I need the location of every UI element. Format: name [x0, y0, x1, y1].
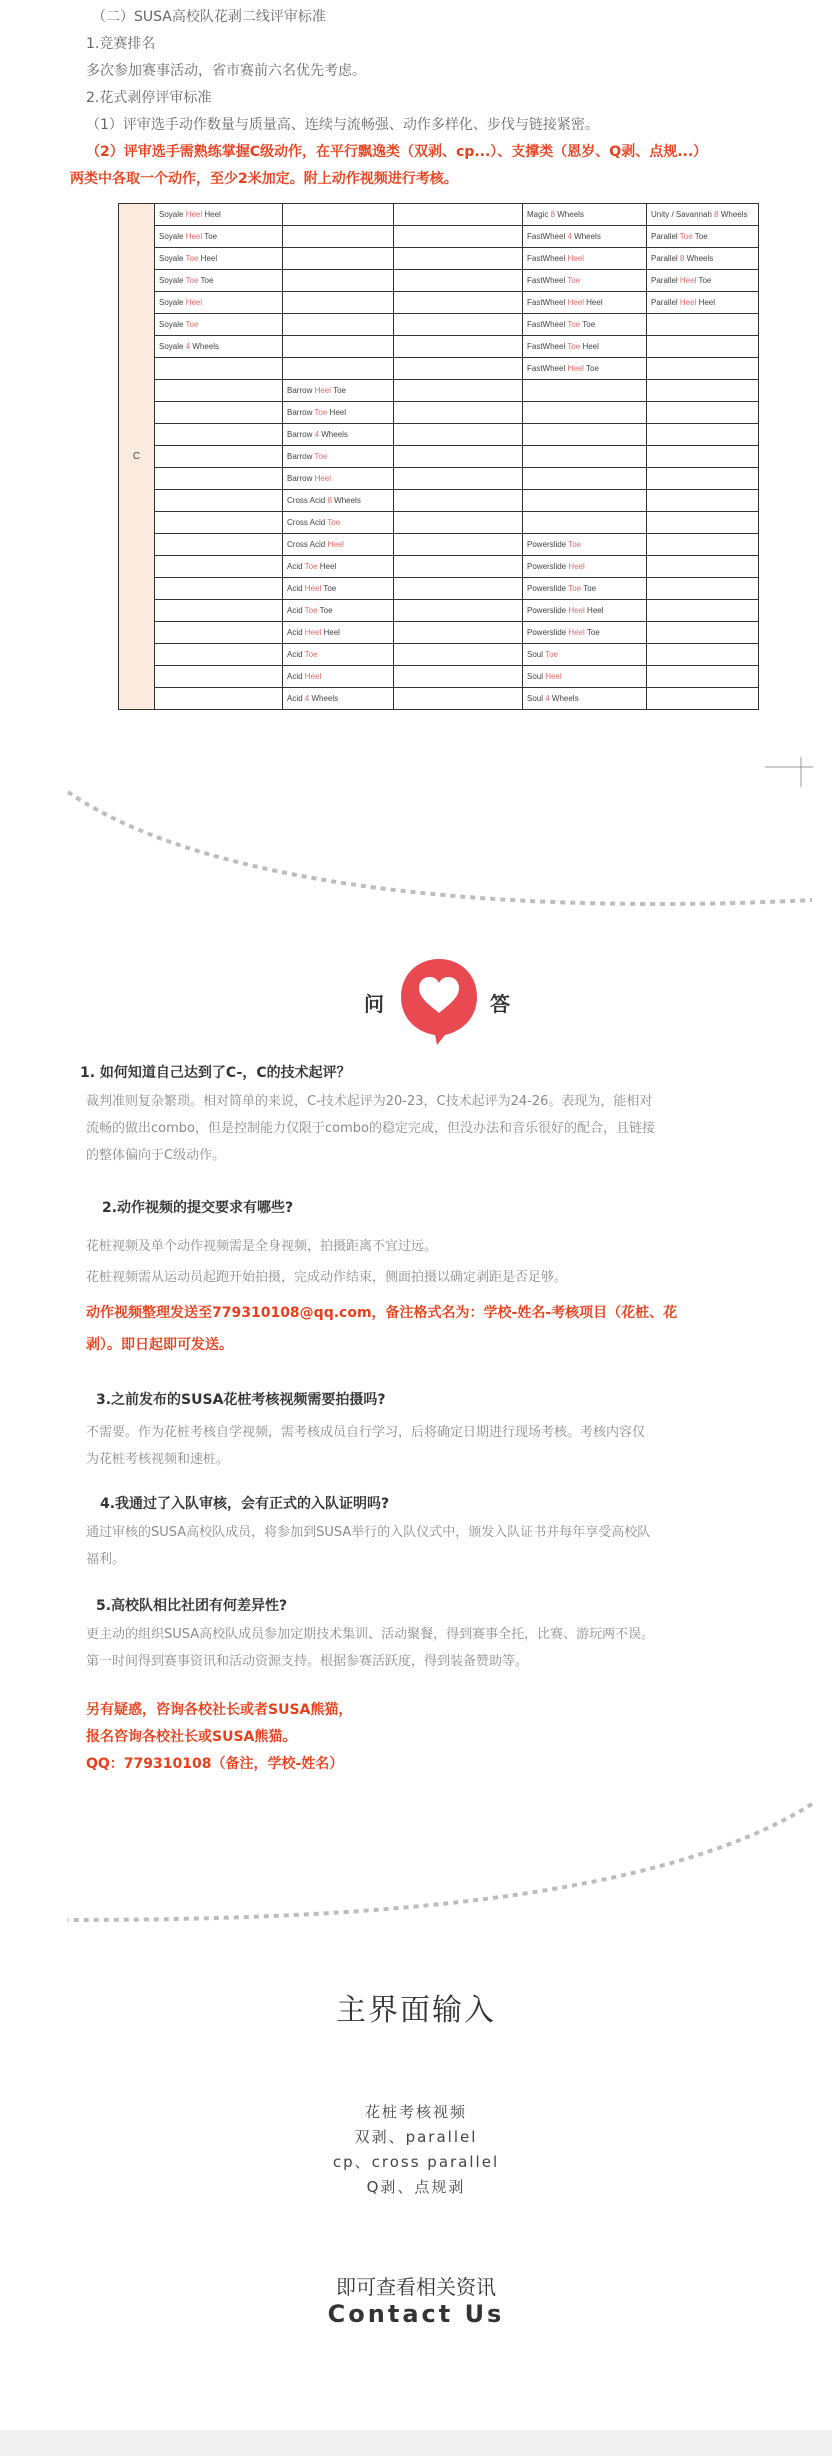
- table-cell: Acid Heel Toe: [283, 578, 394, 600]
- table-cell: Soul 4 Wheels: [523, 688, 647, 710]
- table-cell: Acid Toe Toe: [283, 600, 394, 622]
- table-row: [119, 534, 759, 556]
- table-row: [119, 424, 759, 446]
- qa-item-4: [86, 1493, 786, 1515]
- table-cell: Powerslide Heel Toe: [523, 622, 647, 644]
- table-cell: Cross Acid Toe: [283, 512, 394, 534]
- table-cell: Soul Heel: [523, 666, 647, 688]
- bottom-bar: [0, 2430, 832, 2456]
- qa-question: 4.我通过了入队审核，会有正式的入队证明吗?: [100, 1496, 390, 1512]
- table-cell: [394, 578, 523, 600]
- table-cell: [394, 314, 523, 336]
- table-cell: [155, 490, 283, 512]
- qa-item-1: [80, 1062, 786, 1084]
- dashed-separator-top: [60, 790, 820, 920]
- table-cell: [394, 556, 523, 578]
- main-menu-title: 主界面输入: [336, 1993, 496, 2028]
- table-cell: FastWheel 4 Wheels: [523, 226, 647, 248]
- qa-item-2: [86, 1197, 786, 1219]
- table-cell: [155, 666, 283, 688]
- table-row: [119, 666, 759, 688]
- table-cell: [523, 512, 647, 534]
- table-cell: [283, 204, 394, 226]
- table-cell: [155, 644, 283, 666]
- keyword-item: 花桩考核视频: [364, 2103, 467, 2121]
- table-cell: [523, 490, 647, 512]
- grade-table-container: [118, 203, 758, 717]
- table-cell: Acid 4 Wheels: [283, 688, 394, 710]
- table-cell: [394, 490, 523, 512]
- table-cell: Powerslide Toe: [523, 534, 647, 556]
- table-cell: Acid Toe Heel: [283, 556, 394, 578]
- table-cell: [394, 644, 523, 666]
- table-cell: Barrow Heel: [283, 468, 394, 490]
- table-cell: [647, 600, 759, 622]
- table-cell: [647, 424, 759, 446]
- table-cell: Soyale 4 Wheels: [155, 336, 283, 358]
- table-cell: Barrow Toe: [283, 446, 394, 468]
- table-row: [119, 380, 759, 402]
- table-cell: [647, 446, 759, 468]
- qa-header-q: 问: [364, 992, 384, 1016]
- qa-question: 3.之前发布的SUSA花桩考核视频需要拍摄吗?: [96, 1392, 386, 1408]
- table-row: [119, 512, 759, 534]
- heart-bubble-icon: [397, 955, 481, 1045]
- table-cell: [523, 424, 647, 446]
- table-row: [119, 204, 759, 226]
- table-cell: [283, 270, 394, 292]
- qa-answer-line: 第一时间得到赛事资讯和活动资源支持。根据参赛活跃度，得到装备赞助等。: [86, 1654, 529, 1669]
- table-cell: [283, 358, 394, 380]
- table-cell: [647, 622, 759, 644]
- qa-item-3: [86, 1389, 786, 1411]
- table-cell: [523, 468, 647, 490]
- table-cell: Barrow Toe Heel: [283, 402, 394, 424]
- item1-text: 多次参加赛事活动，省市赛前六名优先考虑。: [86, 63, 366, 79]
- table-cell: [647, 380, 759, 402]
- contact-note-line: 另有疑惑，咨询各校社长或者SUSA熊猫，: [86, 1702, 353, 1718]
- table-cell: [155, 688, 283, 710]
- qa-question: 2.动作视频的提交要求有哪些?: [102, 1200, 294, 1216]
- table-row: [119, 688, 759, 710]
- table-cell: Soyale Toe Toe: [155, 270, 283, 292]
- table-row: [119, 292, 759, 314]
- table-cell: [394, 292, 523, 314]
- table-cell: [647, 534, 759, 556]
- qa-answer-line: 不需要。作为花桩考核自学视频，需考核成员自行学习，后将确定日期进行现场考核。考核内容仅: [86, 1425, 646, 1440]
- table-cell: [155, 446, 283, 468]
- item1-title: 1.竞赛排名: [86, 36, 156, 52]
- table-cell: [394, 600, 523, 622]
- qa-answer-line: 的整体偏向于C级动作。: [86, 1148, 226, 1163]
- table-cell: [647, 490, 759, 512]
- table-cell: [394, 512, 523, 534]
- table-row: [119, 556, 759, 578]
- table-row: [119, 578, 759, 600]
- table-cell: [523, 380, 647, 402]
- table-cell: [647, 644, 759, 666]
- table-cell: [394, 666, 523, 688]
- table-cell: FastWheel Heel Heel: [523, 292, 647, 314]
- table-cell: Acid Heel Heel: [283, 622, 394, 644]
- table-cell: [283, 336, 394, 358]
- table-cell: Powerslide Heel Heel: [523, 600, 647, 622]
- table-row: [119, 336, 759, 358]
- qa-question: 1. 如何知道自己达到了C-，C的技术起评？: [80, 1065, 351, 1081]
- table-cell: [155, 402, 283, 424]
- table-cell: [394, 358, 523, 380]
- table-cell: Powerslide Toe Toe: [523, 578, 647, 600]
- table-cell: [283, 226, 394, 248]
- contact-subtitle: 即可查看相关资讯: [336, 2275, 496, 2299]
- table-cell: Unity / Savannah 8 Wheels: [647, 204, 759, 226]
- table-cell: Soyale Heel Toe: [155, 226, 283, 248]
- qa-answer-line: 花桩视频需从运动员起跑开始拍摄，完成动作结束，侧面拍摄以确定剥距是否足够。: [86, 1270, 568, 1285]
- crosshair-icon: [765, 757, 813, 787]
- grade-table: [118, 203, 759, 710]
- table-cell: FastWheel Toe: [523, 270, 647, 292]
- contact-notes: [86, 1697, 786, 1778]
- table-cell: [647, 578, 759, 600]
- table-cell: [394, 688, 523, 710]
- table-cell: [647, 358, 759, 380]
- item2-point2-line1: （2）评审选手需熟练掌握C级动作，在平行飘逸类（双剥、cp...）、支撑类（恩岁、Q剥、点规...）: [86, 144, 708, 160]
- table-cell: [647, 402, 759, 424]
- table-cell: [155, 534, 283, 556]
- table-cell: [394, 402, 523, 424]
- table-cell: Powerslide Heel: [523, 556, 647, 578]
- contact-note-line: QQ：779310108（备注，学校-姓名）: [86, 1756, 344, 1772]
- table-row: [119, 490, 759, 512]
- table-cell: [523, 402, 647, 424]
- table-cell: [155, 556, 283, 578]
- table-row: [119, 644, 759, 666]
- table-cell: [155, 468, 283, 490]
- qa-question: 5.高校队相比社团有何差异性?: [96, 1598, 288, 1614]
- table-cell: Soyale Toe: [155, 314, 283, 336]
- table-cell: [394, 270, 523, 292]
- qa-red-line: 剥）。即日起即可发送。: [86, 1337, 233, 1353]
- qa-header: [340, 955, 530, 1045]
- table-cell: [155, 380, 283, 402]
- table-cell: Soul Toe: [523, 644, 647, 666]
- dashed-separator-bottom: [60, 1800, 820, 1930]
- table-cell: Parallel Heel Toe: [647, 270, 759, 292]
- table-cell: Parallel Heel Heel: [647, 292, 759, 314]
- table-cell: [394, 424, 523, 446]
- table-row: [119, 600, 759, 622]
- qa-answer-line: 更主动的组织SUSA高校队成员参加定期技术集训、活动聚餐，得到赛事全托，比赛、游玩两不误。: [86, 1627, 655, 1642]
- item2-point2-line2: 两类中各取一个动作，至少2米加定。附上动作视频进行考核。: [70, 171, 458, 187]
- table-cell: [155, 600, 283, 622]
- table-row: [119, 358, 759, 380]
- table-cell: Barrow Heel Toe: [283, 380, 394, 402]
- table-cell: [394, 534, 523, 556]
- table-cell: Parallel 8 Wheels: [647, 248, 759, 270]
- keyword-item: Q剥、点规剥: [366, 2178, 466, 2196]
- table-row: [119, 248, 759, 270]
- table-cell: [647, 512, 759, 534]
- keyword-item: 双剥、parallel: [354, 2128, 478, 2146]
- table-cell: [155, 578, 283, 600]
- keyword-list: [0, 2100, 832, 2200]
- table-row: [119, 402, 759, 424]
- table-cell: Cross Acid 8 Wheels: [283, 490, 394, 512]
- table-cell: FastWheel Heel: [523, 248, 647, 270]
- table-cell: Soyale Heel Heel: [155, 204, 283, 226]
- grade-cell: C: [119, 204, 155, 710]
- table-cell: FastWheel Toe Toe: [523, 314, 647, 336]
- table-cell: Soyale Toe Heel: [155, 248, 283, 270]
- table-cell: Soyale Heel: [155, 292, 283, 314]
- table-cell: FastWheel Toe Heel: [523, 336, 647, 358]
- table-cell: [647, 688, 759, 710]
- table-cell: Magic 8 Wheels: [523, 204, 647, 226]
- table-row: [119, 446, 759, 468]
- table-row: [119, 226, 759, 248]
- table-cell: [523, 446, 647, 468]
- qa-answer-line: 福利。: [86, 1552, 126, 1567]
- qa-header-a: 答: [490, 992, 510, 1016]
- table-cell: [394, 204, 523, 226]
- keyword-item: cp、cross parallel: [332, 2153, 500, 2171]
- table-cell: [155, 622, 283, 644]
- table-cell: [155, 424, 283, 446]
- table-cell: [283, 292, 394, 314]
- table-cell: [394, 226, 523, 248]
- table-row: [119, 468, 759, 490]
- table-cell: [647, 468, 759, 490]
- table-cell: FastWheel Heel Toe: [523, 358, 647, 380]
- contact-note-line: 报名咨询各校社长或SUSA熊猫。: [86, 1729, 297, 1745]
- table-cell: [394, 446, 523, 468]
- qa-red-line: 动作视频整理发送至779310108@qq.com，备注格式名为：学校-姓名-考核项目（花桩、花: [86, 1305, 678, 1321]
- table-cell: [394, 622, 523, 644]
- qa-section: [80, 1062, 786, 1778]
- table-cell: [155, 512, 283, 534]
- item2-point1: （1）评审选手动作数量与质量高、连续与流畅强、动作多样化、步伐与链接紧密。: [86, 117, 599, 133]
- table-cell: [394, 380, 523, 402]
- item2-title: 2.花式剥停评审标准: [86, 90, 212, 106]
- table-cell: [647, 336, 759, 358]
- table-cell: [647, 666, 759, 688]
- table-cell: Cross Acid Heel: [283, 534, 394, 556]
- table-cell: Acid Toe: [283, 644, 394, 666]
- table-cell: [647, 556, 759, 578]
- standards-section: [70, 4, 786, 193]
- qa-answer-line: 花桩视频及单个动作视频需是全身视频，拍摄距离不宜过远。: [86, 1239, 438, 1254]
- table-cell: Parallel Toe Toe: [647, 226, 759, 248]
- table-cell: Acid Heel: [283, 666, 394, 688]
- table-cell: [283, 248, 394, 270]
- table-cell: [394, 468, 523, 490]
- qa-answer-line: 为花桩考核视频和速桩。: [86, 1452, 230, 1467]
- table-row: [119, 314, 759, 336]
- qa-answer-line: 流畅的做出combo，但是控制能力仅限于combo的稳定完成，但没办法和音乐很好的配合，且链接: [86, 1121, 655, 1136]
- table-cell: [394, 336, 523, 358]
- table-cell: [155, 358, 283, 380]
- qa-answer-line: 裁判准则复杂繁琐。相对简单的来说，C-技术起评为20-23，C技术起评为24-26。表现为，能相对: [86, 1094, 653, 1109]
- table-cell: [283, 314, 394, 336]
- table-row: [119, 622, 759, 644]
- section-heading: （二）SUSA高校队花剥二线评审标准: [92, 9, 326, 25]
- table-cell: [647, 314, 759, 336]
- qa-item-5: [86, 1595, 786, 1617]
- table-cell: [394, 248, 523, 270]
- contact-us-heading: Contact Us: [327, 2300, 505, 2328]
- table-cell: Barrow 4 Wheels: [283, 424, 394, 446]
- table-row: [119, 270, 759, 292]
- qa-answer-line: 通过审核的SUSA高校队成员，将参加到SUSA举行的入队仪式中，颁发入队证书并每年享受高校队: [86, 1525, 651, 1540]
